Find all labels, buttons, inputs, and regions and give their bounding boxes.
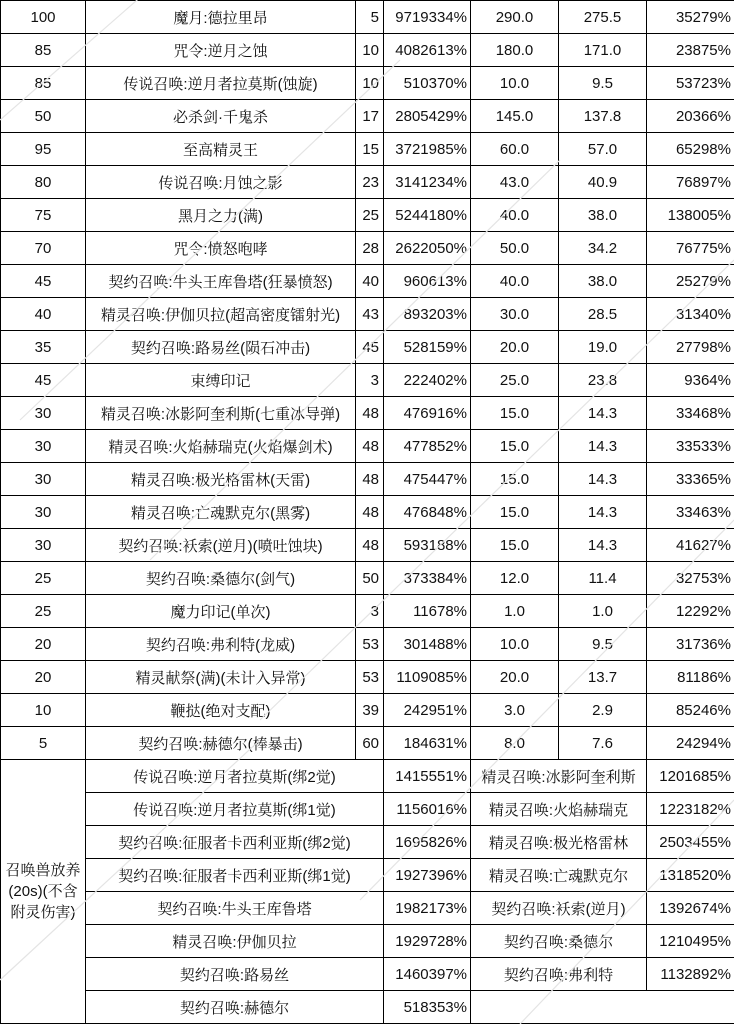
value-a-cell: 15.0 [471,496,559,529]
level-cell: 40 [356,265,384,298]
table-row [1,397,734,430]
value-b-cell: 34.2 [559,232,647,265]
efficiency-cell: 65298% [647,133,734,166]
value-b-cell: 23.8 [559,364,647,397]
level-cell: 17 [356,100,384,133]
value-b-cell: 171.0 [559,34,647,67]
damage-percent-cell: 5244180% [384,199,471,232]
summon-damage-cell: 1132892% [647,958,734,991]
damage-percent-cell: 301488% [384,628,471,661]
table-row [1,133,734,166]
skill-name-cell: 契约召唤:弗利特(龙威) [86,628,356,661]
table-row [1,298,734,331]
table-row [1,595,734,628]
summon-name-cell: 传说召唤:逆月者拉莫斯(绑2觉) [86,760,384,793]
cooldown-cell: 40 [1,298,86,331]
cooldown-cell: 25 [1,562,86,595]
cooldown-cell: 10 [1,694,86,727]
table-row [1,1,734,34]
value-a-cell: 290.0 [471,1,559,34]
cooldown-cell: 45 [1,265,86,298]
table-row [1,628,734,661]
level-cell: 23 [356,166,384,199]
summon-row [1,958,734,991]
damage-percent-cell: 3721985% [384,133,471,166]
cooldown-cell: 30 [1,463,86,496]
damage-percent-cell: 477852% [384,430,471,463]
efficiency-cell: 85246% [647,694,734,727]
skill-name-cell: 必杀剑·千鬼杀 [86,100,356,133]
value-b-cell: 13.7 [559,661,647,694]
empty-cell [471,991,734,1024]
table-row [1,727,734,760]
efficiency-cell: 41627% [647,529,734,562]
summon-name-cell: 契约召唤:路易丝 [86,958,384,991]
level-cell: 48 [356,430,384,463]
table-row [1,100,734,133]
summon-row [1,826,734,859]
summon-row [1,991,734,1024]
efficiency-cell: 53723% [647,67,734,100]
skill-name-cell: 精灵召唤:火焰赫瑞克(火焰爆剑术) [86,430,356,463]
summon-name-cell: 契约召唤:牛头王库鲁塔 [86,892,384,925]
efficiency-cell: 35279% [647,1,734,34]
value-b-cell: 40.9 [559,166,647,199]
level-cell: 10 [356,34,384,67]
damage-percent-cell: 242951% [384,694,471,727]
level-cell: 48 [356,463,384,496]
table-row [1,562,734,595]
skill-name-cell: 传说召唤:月蚀之影 [86,166,356,199]
table-row [1,364,734,397]
value-a-cell: 145.0 [471,100,559,133]
cooldown-cell: 85 [1,67,86,100]
value-a-cell: 60.0 [471,133,559,166]
damage-percent-cell: 373384% [384,562,471,595]
table-row [1,430,734,463]
efficiency-cell: 27798% [647,331,734,364]
summon-row [1,760,734,793]
summon-damage-cell: 1223182% [647,793,734,826]
skill-name-cell: 至高精灵王 [86,133,356,166]
skill-name-cell: 鞭挞(绝对支配) [86,694,356,727]
damage-percent-cell: 893203% [384,298,471,331]
summon-damage-cell: 1210495% [647,925,734,958]
summon-damage-cell: 1201685% [647,760,734,793]
value-a-cell: 40.0 [471,199,559,232]
value-a-cell: 180.0 [471,34,559,67]
level-cell: 43 [356,298,384,331]
value-a-cell: 25.0 [471,364,559,397]
efficiency-cell: 25279% [647,265,734,298]
skill-name-cell: 精灵召唤:亡魂默克尔(黑雾) [86,496,356,529]
damage-percent-cell: 1109085% [384,661,471,694]
cooldown-cell: 30 [1,430,86,463]
value-b-cell: 38.0 [559,265,647,298]
value-a-cell: 10.0 [471,67,559,100]
summon-name-cell: 契约召唤:赫德尔 [86,991,384,1024]
value-b-cell: 28.5 [559,298,647,331]
value-b-cell: 9.5 [559,67,647,100]
table-row [1,331,734,364]
summon-name-cell: 契约召唤:桑德尔 [471,925,647,958]
summon-name-cell: 传说召唤:逆月者拉莫斯(绑1觉) [86,793,384,826]
table-row [1,232,734,265]
value-b-cell: 14.3 [559,430,647,463]
cooldown-cell: 30 [1,529,86,562]
table-row [1,265,734,298]
summon-name-cell: 精灵召唤:亡魂默克尔 [471,859,647,892]
cooldown-cell: 50 [1,100,86,133]
summon-damage-cell: 1982173% [384,892,471,925]
skill-name-cell: 黑月之力(满) [86,199,356,232]
value-b-cell: 14.3 [559,463,647,496]
summon-damage-cell: 518353% [384,991,471,1024]
damage-percent-cell: 475447% [384,463,471,496]
level-cell: 3 [356,595,384,628]
skill-name-cell: 契约召唤:袄索(逆月)(喷吐蚀块) [86,529,356,562]
level-cell: 25 [356,199,384,232]
value-b-cell: 11.4 [559,562,647,595]
cooldown-cell: 25 [1,595,86,628]
efficiency-cell: 32753% [647,562,734,595]
table-row [1,199,734,232]
level-cell: 39 [356,694,384,727]
damage-percent-cell: 3141234% [384,166,471,199]
summon-name-cell: 契约召唤:袄索(逆月) [471,892,647,925]
value-a-cell: 10.0 [471,628,559,661]
efficiency-cell: 33463% [647,496,734,529]
summon-name-cell: 精灵召唤:极光格雷林 [471,826,647,859]
skill-name-cell: 契约召唤:桑德尔(剑气) [86,562,356,595]
skill-name-cell: 精灵召唤:极光格雷林(天雷) [86,463,356,496]
value-b-cell: 2.9 [559,694,647,727]
damage-percent-cell: 11678% [384,595,471,628]
damage-percent-cell: 2805429% [384,100,471,133]
skill-name-cell: 契约召唤:赫德尔(棒暴击) [86,727,356,760]
level-cell: 5 [356,1,384,34]
table-row [1,496,734,529]
cooldown-cell: 70 [1,232,86,265]
summon-name-cell: 契约召唤:征服者卡西利亚斯(绑1觉) [86,859,384,892]
summon-row [1,892,734,925]
damage-percent-cell: 476848% [384,496,471,529]
table-row [1,67,734,100]
value-b-cell: 9.5 [559,628,647,661]
summon-damage-cell: 1927396% [384,859,471,892]
value-a-cell: 43.0 [471,166,559,199]
summon-group-label: 召唤兽放养(20s)(不含附灵伤害) [1,760,86,1024]
cooldown-cell: 85 [1,34,86,67]
cooldown-cell: 35 [1,331,86,364]
value-a-cell: 3.0 [471,694,559,727]
level-cell: 60 [356,727,384,760]
summon-damage-cell: 1415551% [384,760,471,793]
table-row [1,661,734,694]
damage-percent-cell: 222402% [384,364,471,397]
efficiency-cell: 20366% [647,100,734,133]
summon-row [1,793,734,826]
summon-damage-cell: 2503455% [647,826,734,859]
efficiency-cell: 76775% [647,232,734,265]
cooldown-cell: 45 [1,364,86,397]
summon-name-cell: 精灵召唤:伊伽贝拉 [86,925,384,958]
summon-name-cell: 精灵召唤:火焰赫瑞克 [471,793,647,826]
value-a-cell: 50.0 [471,232,559,265]
damage-percent-cell: 184631% [384,727,471,760]
value-b-cell: 19.0 [559,331,647,364]
efficiency-cell: 12292% [647,595,734,628]
value-a-cell: 15.0 [471,430,559,463]
cooldown-cell: 30 [1,496,86,529]
level-cell: 28 [356,232,384,265]
summon-damage-cell: 1929728% [384,925,471,958]
skill-name-cell: 传说召唤:逆月者拉莫斯(蚀旋) [86,67,356,100]
value-b-cell: 1.0 [559,595,647,628]
value-a-cell: 15.0 [471,397,559,430]
level-cell: 15 [356,133,384,166]
efficiency-cell: 31340% [647,298,734,331]
skill-name-cell: 契约召唤:牛头王库鲁塔(狂暴愤怒) [86,265,356,298]
level-cell: 10 [356,67,384,100]
efficiency-cell: 23875% [647,34,734,67]
cooldown-cell: 95 [1,133,86,166]
value-a-cell: 1.0 [471,595,559,628]
value-b-cell: 38.0 [559,199,647,232]
damage-percent-cell: 9719334% [384,1,471,34]
value-a-cell: 15.0 [471,529,559,562]
value-b-cell: 275.5 [559,1,647,34]
level-cell: 48 [356,397,384,430]
skill-name-cell: 精灵召唤:冰影阿奎利斯(七重冰导弹) [86,397,356,430]
efficiency-cell: 33468% [647,397,734,430]
cooldown-cell: 5 [1,727,86,760]
level-cell: 53 [356,628,384,661]
value-b-cell: 7.6 [559,727,647,760]
damage-percent-cell: 476916% [384,397,471,430]
table-row [1,34,734,67]
damage-percent-cell: 960613% [384,265,471,298]
efficiency-cell: 138005% [647,199,734,232]
skill-name-cell: 精灵献祭(满)(未计入异常) [86,661,356,694]
level-cell: 3 [356,364,384,397]
level-cell: 45 [356,331,384,364]
table-row [1,529,734,562]
summon-damage-cell: 1318520% [647,859,734,892]
table-row [1,694,734,727]
table-row [1,166,734,199]
summon-name-cell: 契约召唤:弗利特 [471,958,647,991]
damage-percent-cell: 2622050% [384,232,471,265]
value-a-cell: 40.0 [471,265,559,298]
summon-row [1,859,734,892]
value-a-cell: 8.0 [471,727,559,760]
value-a-cell: 12.0 [471,562,559,595]
summon-damage-cell: 1392674% [647,892,734,925]
efficiency-cell: 9364% [647,364,734,397]
cooldown-cell: 80 [1,166,86,199]
skill-name-cell: 魔力印记(单次) [86,595,356,628]
efficiency-cell: 81186% [647,661,734,694]
value-a-cell: 20.0 [471,331,559,364]
skill-name-cell: 魔月:德拉里昂 [86,1,356,34]
efficiency-cell: 31736% [647,628,734,661]
cooldown-cell: 100 [1,1,86,34]
summon-damage-cell: 1156016% [384,793,471,826]
value-b-cell: 14.3 [559,496,647,529]
value-b-cell: 14.3 [559,529,647,562]
efficiency-cell: 24294% [647,727,734,760]
damage-percent-cell: 593188% [384,529,471,562]
cooldown-cell: 20 [1,628,86,661]
summon-name-cell: 精灵召唤:冰影阿奎利斯 [471,760,647,793]
summon-damage-cell: 1695826% [384,826,471,859]
skill-name-cell: 精灵召唤:伊伽贝拉(超高密度镭射光) [86,298,356,331]
table-row [1,463,734,496]
skill-name-cell: 束缚印记 [86,364,356,397]
value-a-cell: 30.0 [471,298,559,331]
summon-name-cell: 契约召唤:征服者卡西利亚斯(绑2觉) [86,826,384,859]
skill-name-cell: 咒令:愤怒咆哮 [86,232,356,265]
efficiency-cell: 33533% [647,430,734,463]
damage-percent-cell: 510370% [384,67,471,100]
value-a-cell: 20.0 [471,661,559,694]
cooldown-cell: 30 [1,397,86,430]
summon-row [1,925,734,958]
level-cell: 53 [356,661,384,694]
value-b-cell: 57.0 [559,133,647,166]
level-cell: 48 [356,529,384,562]
value-b-cell: 137.8 [559,100,647,133]
skill-name-cell: 咒令:逆月之蚀 [86,34,356,67]
efficiency-cell: 33365% [647,463,734,496]
level-cell: 50 [356,562,384,595]
summon-damage-cell: 1460397% [384,958,471,991]
damage-percent-cell: 528159% [384,331,471,364]
level-cell: 48 [356,496,384,529]
value-a-cell: 15.0 [471,463,559,496]
skill-name-cell: 契约召唤:路易丝(陨石冲击) [86,331,356,364]
cooldown-cell: 75 [1,199,86,232]
efficiency-cell: 76897% [647,166,734,199]
cooldown-cell: 20 [1,661,86,694]
damage-percent-cell: 4082613% [384,34,471,67]
value-b-cell: 14.3 [559,397,647,430]
